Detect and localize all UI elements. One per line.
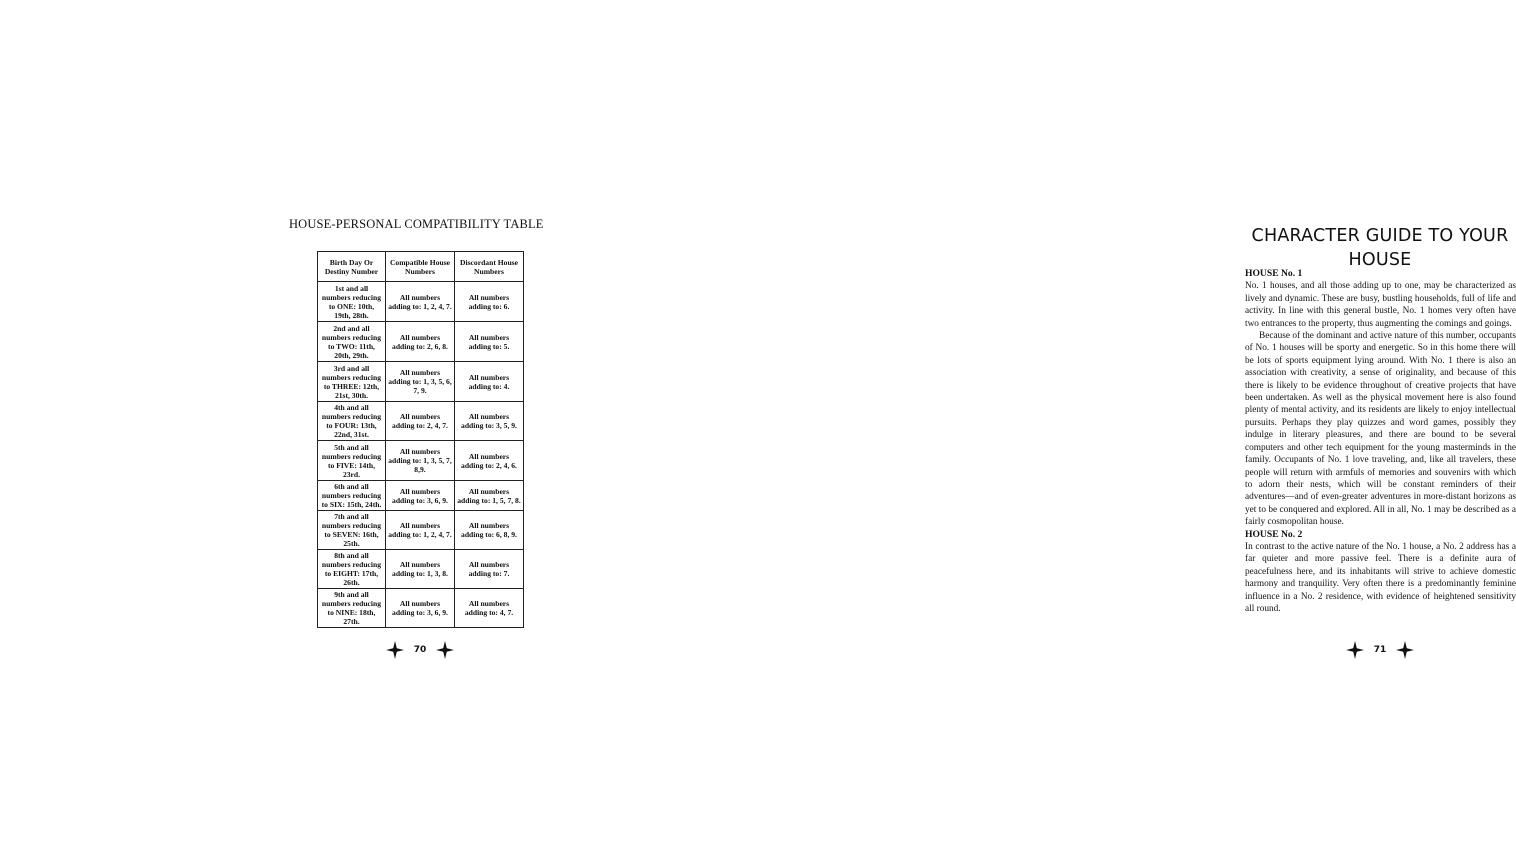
compatible-cell: All numbers adding to: 1, 3, 5, 6, 7, 9. [386,362,455,402]
discordant-cell: All numbers adding to: 7. [455,550,524,589]
four-point-star-icon [436,641,454,659]
compatible-cell: All numbers adding to: 2, 4, 7. [386,402,455,441]
header-birth-day: Birth Day Or Destiny Number [318,252,386,282]
page-number: 70 [413,645,427,655]
discordant-cell: All numbers adding to: 1, 5, 7, 8. [455,481,524,511]
page-footer-right [1340,640,1420,660]
section-title: HOUSE No. 1 [1245,268,1303,279]
four-point-star-icon [1396,641,1414,659]
paragraph: No. 1 houses, and all those adding up to one, may be characterized as lively and dynamic. These are busy, bustling households, full of life and activity. In line with this general bustle, No. 1 homes very often have two entrances to the property, thus augmenting the comings and goings. [1245,281,1516,329]
table-row [318,511,524,550]
table-row [318,322,524,362]
discordant-cell: All numbers adding to: 6. [455,282,524,322]
table-row [318,282,524,322]
birth-cell: 3rd and all numbers reducing to THREE: 12th, 21st, 30th. [318,362,386,402]
chapter-heading: CHARACTER GUIDE TO YOUR HOUSE [1251,226,1509,270]
birth-cell: 5th and all numbers reducing to FIVE: 14th, 23rd. [318,441,386,481]
compatible-cell: All numbers adding to: 1, 3, 8. [386,550,455,589]
discordant-cell: All numbers adding to: 6, 8, 9. [455,511,524,550]
table-row [318,441,524,481]
discordant-cell: All numbers adding to: 5. [455,322,524,362]
paragraph: In contrast to the active nature of the No. 1 house, a No. 2 address has a far quieter and more passive feel. There is a definite aura of peacefulness here, and its inhabitants will strive to achieve domestic harmony and tranquility. Very often there is a predominantly feminine influence in a No. 2 residence, with evidence of heightened sensitivity all round. [1245,541,1516,614]
birth-cell: 9th and all numbers reducing to NINE: 18th, 27th. [318,589,386,628]
header-discordant: Discordant House Numbers [455,252,524,282]
paragraph: Because of the dominant and active nature of this number, occupants of No. 1 houses will be sporty and energetic. So in this home there will be lots of sports equipment lying around. With No. 1 there is also an association with creativity, a sense of originality, and because of this there is likely to be evidence throughout of creative projects that have been undertaken. As well as the physical movement here is also found plenty of mental activity, and its residents are likely to enjoy intellectual pursuits. Perhaps they play quizzes and word games, possibly they indulge in literary pleasures, and there are bound to be several computers and other tech equipment for the young masterminds in the family. Occupants of No. 1 love traveling, and, like all travelers, these people will return with armfuls of memories and souvenirs with which to adorn their nests, which will be constant reminders of their adventures—and of even-greater adventures in more-distant horizons as yet to be conquered and explored. All in all, No. 1 may be described as a fairly cosmopolitan house. [1245,331,1516,528]
compatible-cell: All numbers adding to: 3, 6, 9. [386,589,455,628]
birth-cell: 6th and all numbers reducing to SIX: 15th, 24th. [318,481,386,511]
right-page [600,0,1516,855]
page-footer-left [380,640,460,660]
discordant-cell: All numbers adding to: 3, 5, 9. [455,402,524,441]
compatible-cell: All numbers adding to: 3, 6, 9. [386,481,455,511]
birth-cell: 8th and all numbers reducing to EIGHT: 17th, 26th. [318,550,386,589]
birth-cell: 7th and all numbers reducing to SEVEN: 16th, 25th. [318,511,386,550]
page-number: 71 [1373,645,1387,655]
table-row [318,550,524,589]
birth-cell: 1st and all numbers reducing to ONE: 10th, 19th, 28th. [318,282,386,322]
table-row [318,362,524,402]
table-row [318,402,524,441]
compatible-cell: All numbers adding to: 1, 3, 5, 7, 8,9. [386,441,455,481]
four-point-star-icon [1346,641,1364,659]
four-point-star-icon [386,641,404,659]
discordant-cell: All numbers adding to: 4, 7. [455,589,524,628]
table-row [318,481,524,511]
compatibility-table [317,251,524,628]
table-row [318,589,524,628]
compatible-cell: All numbers adding to: 1, 2, 4, 7. [386,282,455,322]
birth-cell: 2nd and all numbers reducing to TWO: 11th, 20th, 29th. [318,322,386,362]
header-compatible: Compatible House Numbers [386,252,455,282]
section-title: HOUSE No. 2 [1245,528,1303,540]
table-header-row [318,252,524,282]
birth-cell: 4th and all numbers reducing to FOUR: 13th, 22nd, 31st. [318,402,386,441]
discordant-cell: All numbers adding to: 2, 4, 6. [455,441,524,481]
table-title: HOUSE-PERSONAL COMPATIBILITY TABLE [289,217,544,231]
chapter-body [1245,268,1516,615]
left-page [0,0,600,855]
compatible-cell: All numbers adding to: 2, 6, 8. [386,322,455,362]
discordant-cell: All numbers adding to: 4. [455,362,524,402]
compatible-cell: All numbers adding to: 1, 2, 4, 7. [386,511,455,550]
